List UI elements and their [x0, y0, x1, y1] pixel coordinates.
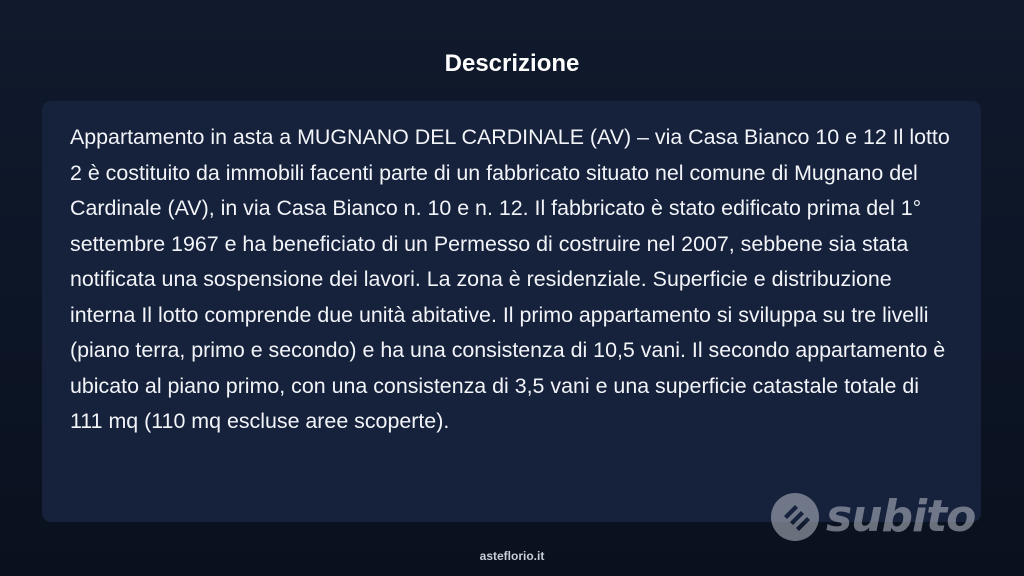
subito-logo-icon: [770, 492, 820, 542]
description-card: [42, 101, 981, 522]
footer-source: asteflorio.it: [479, 549, 545, 563]
description-text: Appartamento in asta a MUGNANO DEL CARDINALE (AV) – via Casa Bianco 10 e 12 Il lotto 2 è costituito da immobili facenti parte di un fabbricato situato nel comune di Mugnano del Cardinale (AV), in via Casa Bianco n. 10 e n. 12. Il fabbricato è stato edificato prima del 1° settembre 1967 e ha beneficiato di un Permesso di costruire nel 2007, sebbene sia stata notificata una sospensione dei lavori. La zona è residenziale. Superficie e distribuzione interna Il lotto comprende due unità abitative. Il primo appartamento si sviluppa su tre livelli (piano terra, primo e secondo) e ha una consistenza di 10,5 vani. Il secondo appartamento è ubicato al piano primo, con una consistenza di 3,5 vani e una superficie catastale totale di 111 mq (110 mq escluse aree scoperte).: [70, 125, 950, 433]
subito-watermark-text: subito: [826, 491, 976, 542]
page-title: Descrizione: [444, 50, 580, 77]
subito-watermark: [770, 487, 975, 547]
